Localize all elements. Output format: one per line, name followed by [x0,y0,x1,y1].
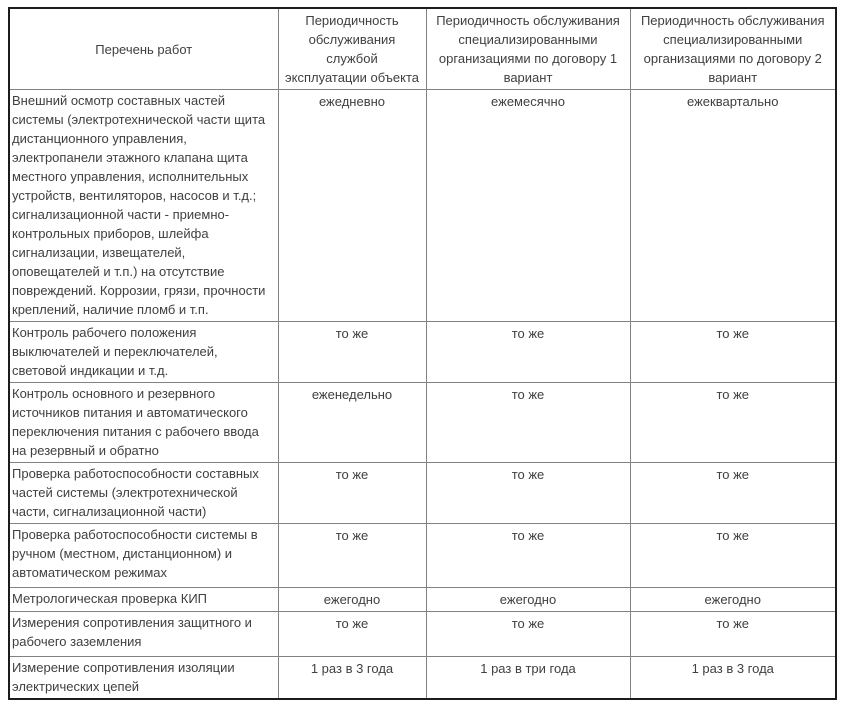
frequency-cell: то же [426,612,630,657]
column-header-service-frequency: Периодичность обслуживания службой эксплуатации объекта [278,8,426,90]
work-description-cell: Проверка работоспособности составных частей системы (электротехнической части, сигнализационной части) [9,463,278,524]
frequency-cell: ежегодно [630,588,836,612]
column-header-contract2-frequency: Периодичность обслуживания специализированными организациями по договору 2 вариант [630,8,836,90]
frequency-cell: ежедневно [278,90,426,322]
column-header-works: Перечень работ [9,8,278,90]
header-row [9,8,836,90]
frequency-cell: то же [630,322,836,383]
frequency-cell: еженедельно [278,383,426,463]
frequency-cell: ежемесячно [426,90,630,322]
table-row [9,612,836,657]
column-header-contract1-frequency: Периодичность обслуживания специализированными организациями по договору 1 вариант [426,8,630,90]
work-description-cell: Измерение сопротивления изоляции электрических цепей [9,657,278,700]
table-row [9,383,836,463]
frequency-cell: ежегодно [278,588,426,612]
frequency-cell: ежеквартально [630,90,836,322]
frequency-cell: ежегодно [426,588,630,612]
frequency-cell: то же [630,524,836,588]
frequency-cell: 1 раз в 3 года [278,657,426,700]
work-description-cell: Метрологическая проверка КИП [9,588,278,612]
frequency-cell: то же [426,463,630,524]
frequency-cell: то же [630,383,836,463]
work-description-cell: Внешний осмотр составных частей системы (электротехнической части щита дистанционного управления, электропанели этажного клапана щита местного управления, исполнительных устройств, вентиляторов, насосов и т.д.; сигнализационной части - приемно-контрольных приборов, шлейфа сигнализации, извещателей, оповещателей и т.п.) на отсутствие повреждений. Коррозии, грязи, прочности креплений, наличие пломб и т.п. [9,90,278,322]
table-row [9,90,836,322]
table-row [9,657,836,700]
frequency-cell: то же [630,463,836,524]
frequency-cell: то же [278,322,426,383]
work-description-cell: Контроль основного и резервного источников питания и автоматического переключения питания с рабочего ввода на резервный и обратно [9,383,278,463]
frequency-cell: то же [630,612,836,657]
frequency-cell: то же [278,463,426,524]
table-row [9,463,836,524]
frequency-cell: 1 раз в три года [426,657,630,700]
frequency-cell: то же [426,524,630,588]
table-row [9,524,836,588]
frequency-cell: то же [426,322,630,383]
work-description-cell: Контроль рабочего положения выключателей и переключателей, световой индикации и т.д. [9,322,278,383]
frequency-cell: то же [426,383,630,463]
maintenance-schedule-table [8,7,837,700]
table-row [9,588,836,612]
table-row [9,322,836,383]
frequency-cell: то же [278,524,426,588]
frequency-cell: то же [278,612,426,657]
work-description-cell: Измерения сопротивления защитного и рабочего заземления [9,612,278,657]
frequency-cell: 1 раз в 3 года [630,657,836,700]
work-description-cell: Проверка работоспособности системы в ручном (местном, дистанционном) и автоматическом режимах [9,524,278,588]
